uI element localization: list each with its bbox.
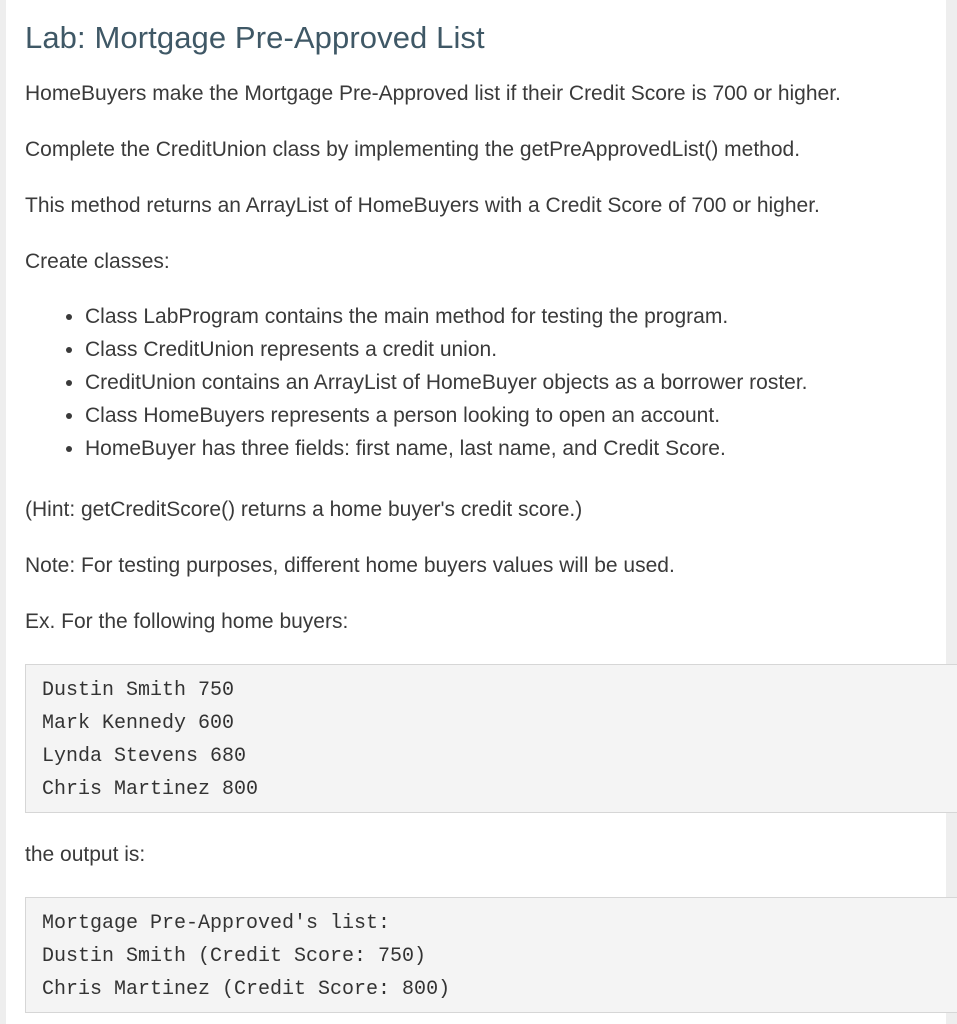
task-paragraph: Complete the CreditUnion class by implementing the getPreApprovedList() method. [25,138,801,161]
class-list [25,300,946,465]
hint-paragraph: (Hint: getCreditScore() returns a home buyer's credit score.) [25,498,583,521]
code-line: Mark Kennedy 600 [42,712,235,735]
code-line: Chris Martinez 800 [42,778,259,801]
output-intro: the output is: [25,843,146,866]
method-paragraph: This method returns an ArrayList of HomeBuyers with a Credit Score of 700 or higher. [25,194,820,217]
lab-content [6,0,946,1024]
list-item: • CreditUnion contains an ArrayList of HomeBuyer objects as a borrower roster. [85,366,946,399]
list-item: • HomeBuyer has three fields: first name, last name, and Credit Score. [85,432,946,465]
list-item: • Class HomeBuyers represents a person looking to open an account. [85,399,946,432]
create-classes-label: Create classes: [25,250,170,273]
note-paragraph: Note: For testing purposes, different home buyers values will be used. [25,554,675,577]
example-input-block [25,664,957,813]
code-line: Chris Martinez (Credit Score: 800) [42,978,451,1001]
intro-paragraph: HomeBuyers make the Mortgage Pre-Approved list if their Credit Score is 700 or higher. [25,82,841,105]
example-output-block [25,897,957,1013]
code-line: Lynda Stevens 680 [42,745,247,768]
code-line: Dustin Smith (Credit Score: 750) [42,945,427,968]
example-intro: Ex. For the following home buyers: [25,610,349,633]
code-line: Dustin Smith 750 [42,679,235,702]
list-item: • Class LabProgram contains the main method for testing the program. [85,300,946,333]
code-line: Mortgage Pre-Approved's list: [42,912,391,935]
page-title: Lab: Mortgage Pre-Approved List [25,20,485,55]
list-item: • Class CreditUnion represents a credit union. [85,333,946,366]
